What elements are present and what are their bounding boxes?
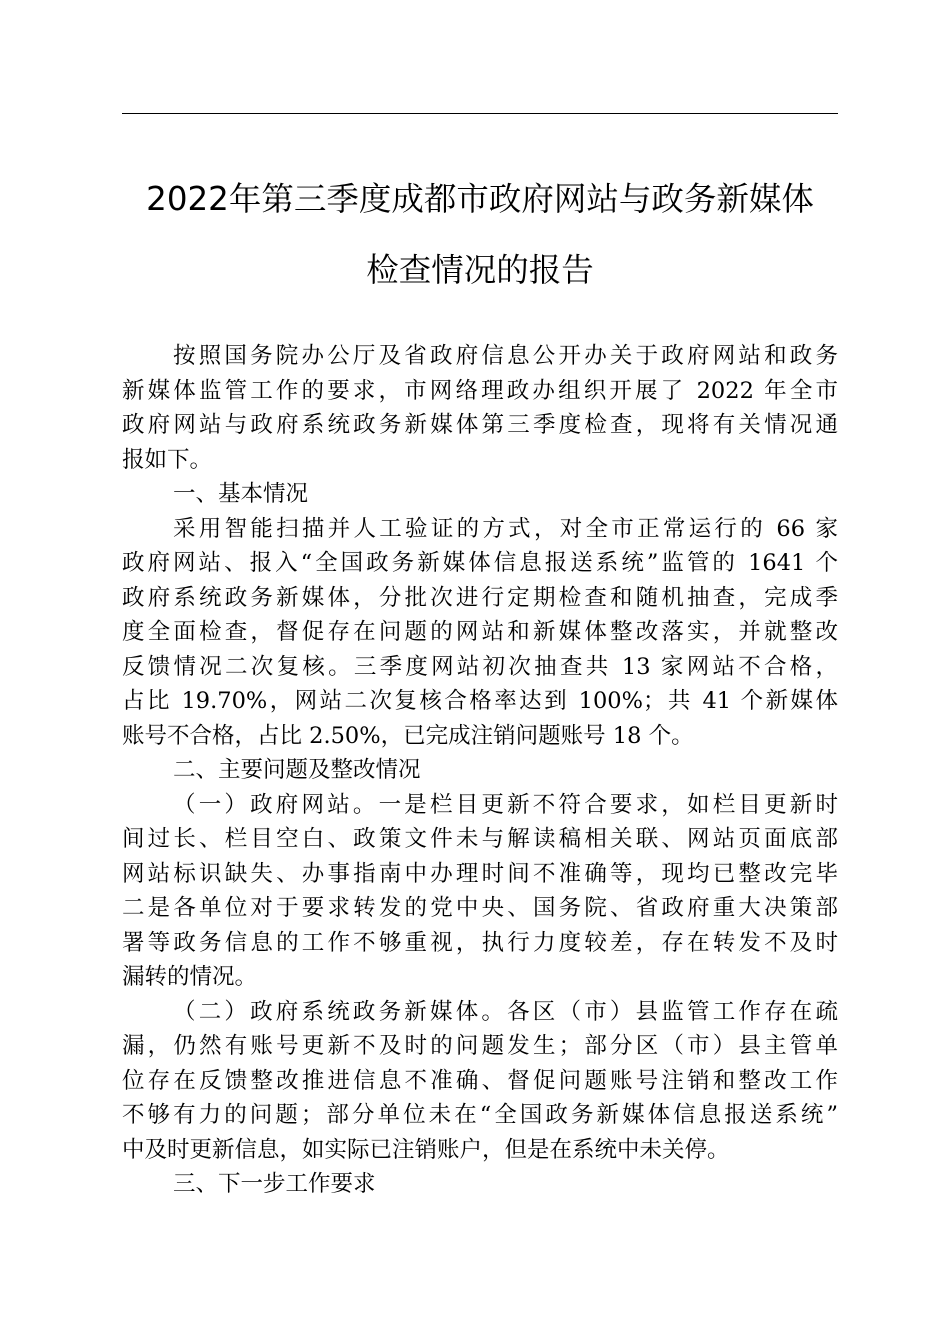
- intro-line: 报如下。: [122, 446, 213, 473]
- intro-line: 按照国务院办公厅及省政府信息公开办关于政府网站和政务: [173, 343, 838, 369]
- section-2-1-line: 漏转的情况。: [122, 964, 258, 990]
- section-2-2-line: 位存在反馈整改推进信息不准确、督促问题账号注销和整改工作: [122, 1067, 838, 1094]
- header-rule: [122, 113, 838, 114]
- intro-paragraph: [122, 339, 838, 477]
- document-body: [122, 339, 838, 1202]
- section-1-line: 采用智能扫描并人工验证的方式，对全市正常运行的 66 家: [173, 515, 838, 542]
- section-1-line: 反馈情况二次复核。三季度网站初次抽查共 13 家网站不合格，: [122, 653, 838, 680]
- section-1-paragraph: [122, 512, 838, 754]
- section-2-heading: 二、主要问题及整改情况: [173, 757, 421, 783]
- section-2-2-line: 中及时更新信息，如实际已注销账户，但是在系统中未关停。: [122, 1136, 730, 1163]
- section-2-1-line: （一）政府网站。一是栏目更新不符合要求，如栏目更新时: [173, 791, 838, 818]
- section-2-2-line: （二）政府系统政务新媒体。各区（市）县监管工作存在疏: [173, 998, 838, 1025]
- section-1-line: 账号不合格，占比 2.50%，已完成注销问题账号 18 个。: [122, 722, 694, 749]
- section-1-line: 政府网站、报入“全国政务新媒体信息报送系统”监管的 1641 个: [122, 550, 838, 576]
- section-3-heading: 三、下一步工作要求: [173, 1171, 376, 1197]
- section-2-2-paragraph: [122, 995, 838, 1168]
- section-2-1-line: 二是各单位对于要求转发的党中央、国务院、省政府重大决策部: [122, 895, 838, 921]
- section-2-2-line: 漏，仍然有账号更新不及时的问题发生；部分区（市）县主管单: [122, 1033, 838, 1059]
- document-title-line-1: 2022年第三季度成都市政府网站与政务新媒体: [146, 180, 814, 218]
- section-1-heading: 一、基本情况: [173, 481, 309, 507]
- section-1-line: 度全面检查，督促存在问题的网站和新媒体整改落实，并就整改: [122, 619, 838, 645]
- section-2-2-line: 不够有力的问题；部分单位未在“全国政务新媒体信息报送系统”: [122, 1102, 838, 1128]
- intro-line: 新媒体监管工作的要求，市网络理政办组织开展了 2022 年全市: [122, 377, 838, 404]
- section-1-line: 占比 19.70%，网站二次复核合格率达到 100%；共 41 个新媒体: [122, 688, 838, 714]
- section-2-1-line: 署等政务信息的工作不够重视，执行力度较差，存在转发不及时: [122, 929, 838, 956]
- section-1-line: 政府系统政务新媒体，分批次进行定期检查和随机抽查，完成季: [122, 584, 838, 611]
- section-2-1-line: 网站标识缺失、办事指南中办理时间不准确等，现均已整改完毕: [122, 860, 838, 887]
- document-title-line-2: 检查情况的报告: [366, 251, 594, 289]
- section-2-1-line: 间过长、栏目空白、政策文件未与解读稿相关联、网站页面底部: [122, 826, 838, 852]
- intro-line: 政府网站与政府系统政务新媒体第三季度检查，现将有关情况通: [122, 412, 838, 438]
- section-2-1-paragraph: [122, 788, 838, 995]
